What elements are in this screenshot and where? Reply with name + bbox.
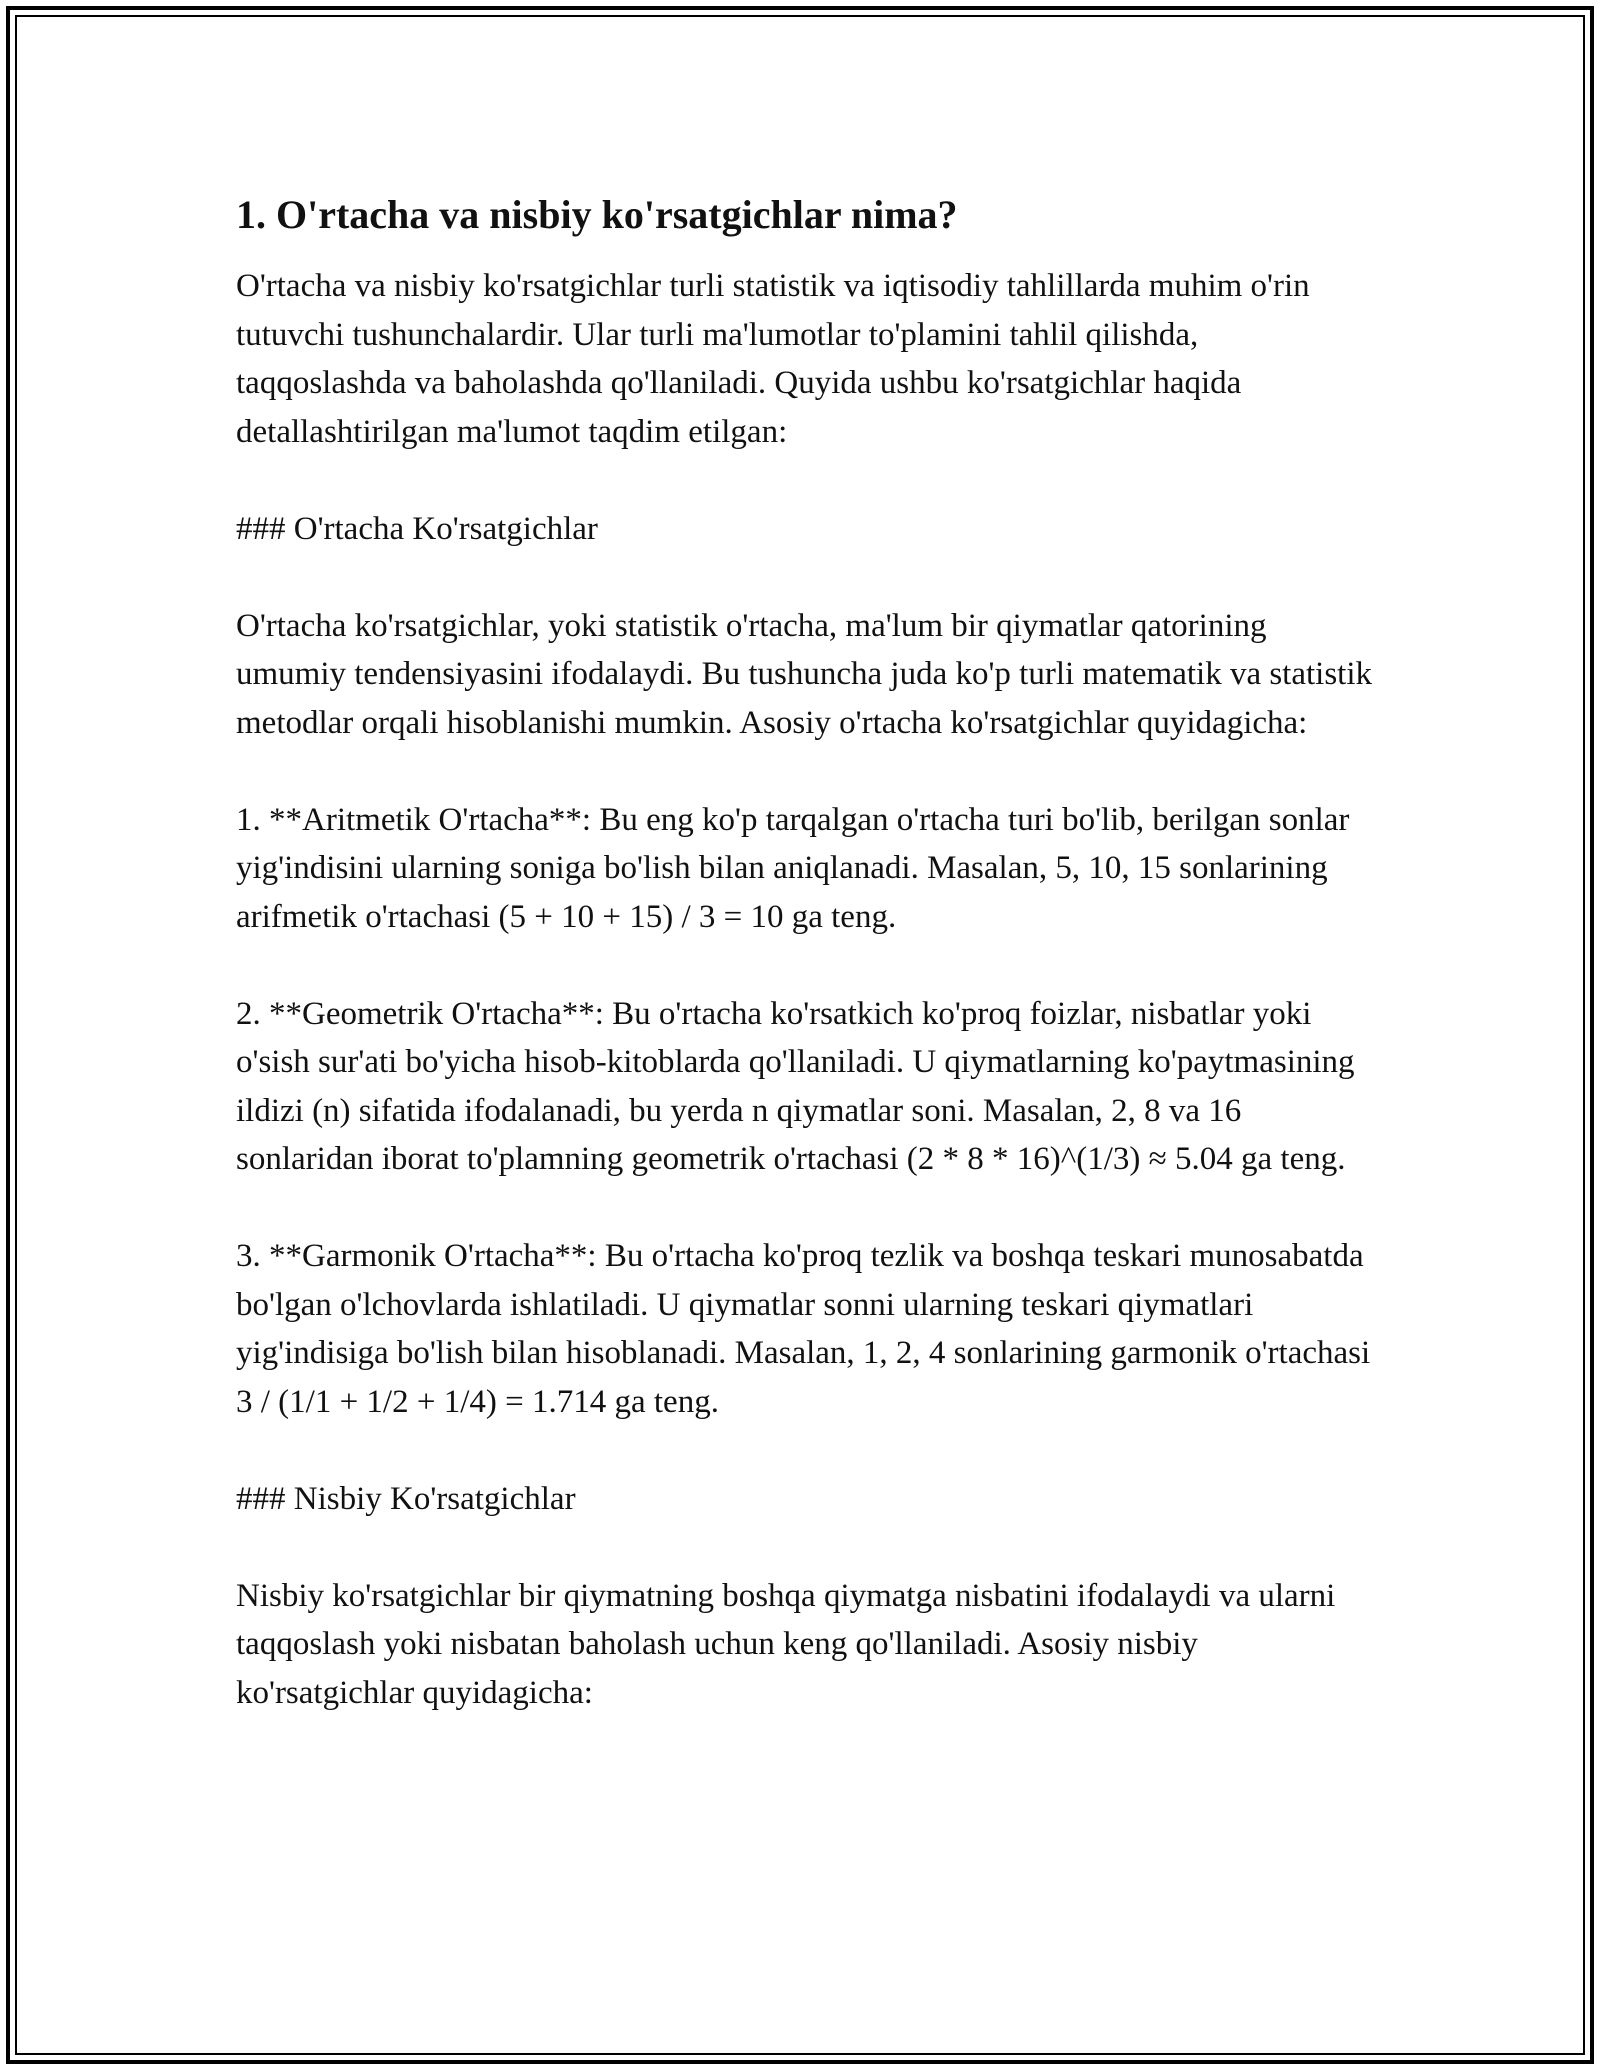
document-title: 1. O'rtacha va nisbiy ko'rsatgichlar nima? [236,192,958,237]
section-heading-average: ### O'rtacha Ko'rsatgichlar [236,510,598,547]
list-item-harmonic-mean: 3. **Garmonik O'rtacha**: Bu o'rtacha ko'proq tezlik va boshqa teskari munosabatda bo'lgan o'lchovlarda ishlatiladi. U qiymatlar sonni ularning teskari qiymatlari yig'indisiga bo'lish bilan hisoblanadi. Masalan, 1, 2, 4 sonlarining garmonik o'rtachasi 3 / (1/1 + 1/2 + 1/4) = 1.714 ga teng. [236,1238,1379,1420]
intro-paragraph: O'rtacha va nisbiy ko'rsatgichlar turli statistik va iqtisodiy tahlillarda muhim o'rin tutuvchi tushunchalardir. Ular turli ma'lumotlar to'plamini tahlil qilishda, taqqoslashda va baholashda qo'llaniladi. Quyida ushbu ko'rsatgichlar haqida detallashtirilgan ma'lumot taqdim etilgan: [236,268,1318,450]
list-item-arithmetic-mean: 1. **Aritmetik O'rtacha**: Bu eng ko'p tarqalgan o'rtacha turi bo'lib, berilgan sonlar yig'indisini ularning soniga bo'lish bilan aniqlanadi. Masalan, 5, 10, 15 sonlarining arifmetik o'rtachasi (5 + 10 + 15) / 3 = 10 ga teng. [236,801,1358,935]
list-item-geometric-mean: 2. **Geometrik O'rtacha**: Bu o'rtacha ko'rsatkich ko'proq foizlar, nisbatlar yoki o'sish sur'ati bo'yicha hisob-kitoblarda qo'llaniladi. U qiymatlarning ko'paytmasining ildizi (n) sifatida ifodalanadi, bu yerda n qiymatlar soni. Masalan, 2, 8 va 16 sonlaridan iborat to'plamning geometrik o'rtachasi (2 * 8 * 16)^(1/3) ≈ 5.04 ga teng. [236,995,1363,1177]
relative-intro-paragraph: Nisbiy ko'rsatgichlar bir qiymatning boshqa qiymatga nisbatini ifodalaydi va ularni taqqoslash yoki nisbatan baholash uchun keng qo'llaniladi. Asosiy nisbiy ko'rsatgichlar quyidagicha: [236,1577,1344,1711]
document-body [236,188,1381,1717]
average-intro-paragraph: O'rtacha ko'rsatgichlar, yoki statistik o'rtacha, ma'lum bir qiymatlar qatorining umumiy tendensiyasini ifodalaydi. Bu tushuncha juda ko'p turli matematik va statistik metodlar orqali hisoblanishi mumkin. Asosiy o'rtacha ko'rsatgichlar quyidagicha: [236,607,1381,741]
section-heading-relative: ### Nisbiy Ko'rsatgichlar [236,1480,576,1517]
